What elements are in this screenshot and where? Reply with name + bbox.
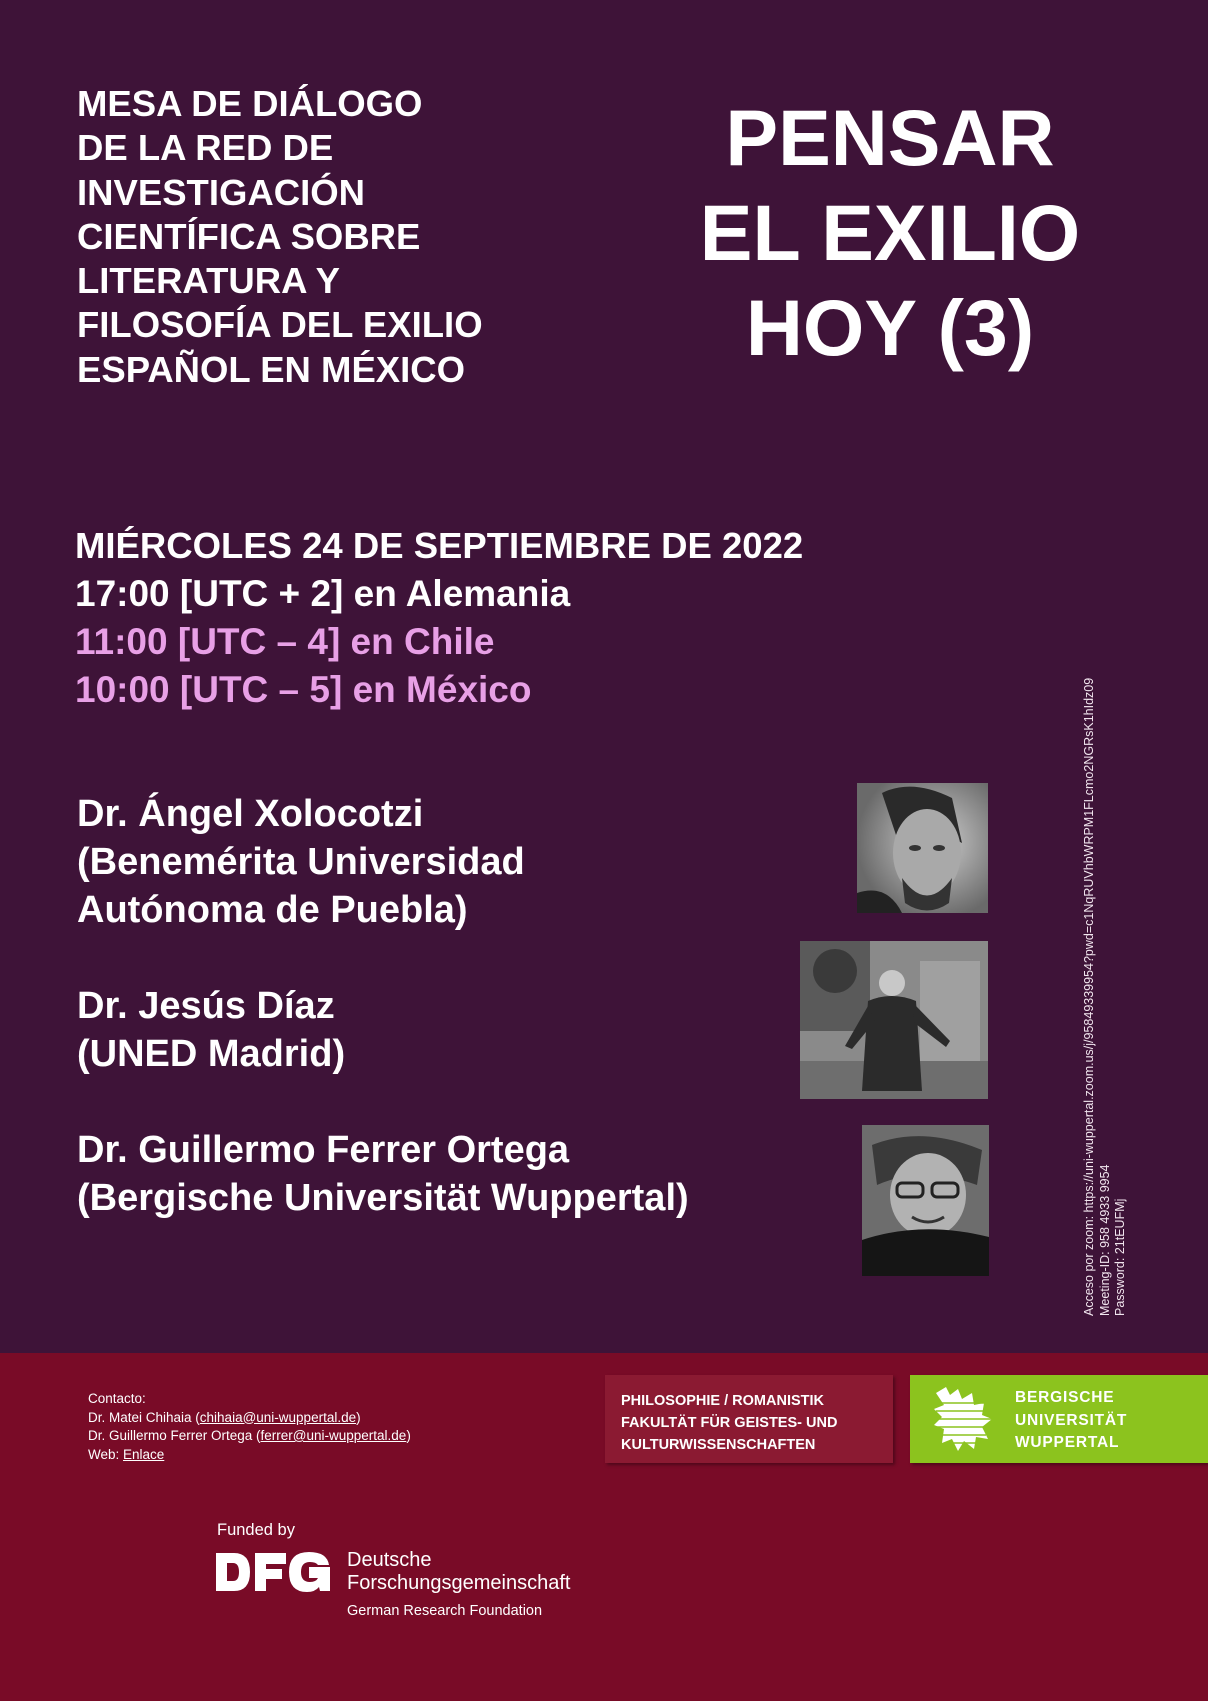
subtitle-line: ESPAÑOL EN MÉXICO	[77, 348, 466, 390]
dfg-english-name: German Research Foundation	[347, 1603, 543, 1619]
dfg-name-line: Deutsche	[347, 1549, 432, 1571]
subtitle-line: DE LA RED DE	[77, 127, 334, 169]
contact-person-2: Dr. Guillermo Ferrer Ortega (ferrer@uni-wuppertal.de)	[88, 1428, 411, 1443]
time-chile: 11:00 [UTC – 4] en Chile	[75, 621, 495, 662]
portrait-image	[862, 1125, 989, 1276]
speaker-affiliation: Autónoma de Puebla)	[77, 889, 468, 931]
university-line: WUPPERTAL	[1015, 1434, 1120, 1451]
portrait-image	[800, 941, 988, 1099]
faculty-label	[605, 1375, 893, 1463]
email-link-chihaia[interactable]: chihaia@uni-wuppertal.de	[199, 1409, 357, 1425]
university-line: BERGISCHE	[1015, 1389, 1115, 1406]
time-germany: 17:00 [UTC + 2] en Alemania	[75, 573, 571, 614]
subtitle-line: CIENTÍFICA SOBRE	[77, 215, 421, 257]
title-line: EL EXILIO	[699, 188, 1081, 277]
university-logo-box	[910, 1375, 1208, 1463]
title-line: PENSAR	[725, 93, 1055, 182]
subtitle-line: INVESTIGACIÓN	[77, 171, 365, 213]
speaker-photo-ferrer	[862, 1125, 989, 1276]
subtitle-line: FILOSOFÍA DEL EXILIO	[77, 304, 483, 346]
speaker-photo-diaz	[800, 941, 988, 1099]
lion-crest-icon	[928, 1383, 998, 1455]
speaker-ferrer	[77, 1126, 689, 1222]
faculty-line: PHILOSOPHIE / ROMANISTIK	[621, 1393, 825, 1409]
subtitle-line: MESA DE DIÁLOGO	[77, 83, 423, 124]
dfg-logo-icon	[216, 1551, 331, 1593]
faculty-line: FAKULTÄT FÜR GEISTES- UND	[621, 1415, 838, 1431]
zoom-password: Password: 21tEUFMj	[1113, 1198, 1127, 1316]
title-line: HOY (3)	[745, 283, 1035, 372]
schedule-block	[75, 522, 975, 714]
contact-block	[88, 1390, 411, 1464]
funded-by-label: Funded by	[217, 1521, 295, 1539]
portrait-image	[857, 783, 988, 913]
dfg-name	[347, 1549, 570, 1595]
dfg-name-line: Forschungsgemeinschaft	[347, 1572, 571, 1594]
event-subtitle	[77, 82, 597, 392]
speaker-xolocotzi	[77, 790, 525, 934]
zoom-link[interactable]: Acceso por zoom: https://uni-wuppertal.zoom.us/j/95849339954?pwd=c1NqRUVhbWRPM1FLcmo2NGRsK1hIdz09	[1082, 677, 1096, 1316]
email-link-ferrer[interactable]: ferrer@uni-wuppertal.de	[260, 1428, 407, 1443]
speaker-name: Dr. Jesús Díaz	[77, 985, 335, 1027]
contact-web: Web: Enlace	[88, 1446, 165, 1462]
speaker-affiliation: (Benemérita Universidad	[77, 841, 525, 883]
event-date: MIÉRCOLES 24 DE SEPTIEMBRE DE 2022	[75, 525, 804, 566]
zoom-meeting-id: Meeting-ID: 958 4933 9954	[1097, 1164, 1112, 1316]
speaker-affiliation: (Bergische Universität Wuppertal)	[77, 1177, 689, 1219]
zoom-access-info	[1082, 678, 1129, 1316]
event-title	[660, 90, 1120, 375]
speaker-name: Dr. Guillermo Ferrer Ortega	[77, 1129, 570, 1171]
speaker-name: Dr. Ángel Xolocotzi	[77, 793, 424, 835]
contact-label: Contacto:	[88, 1391, 146, 1406]
university-line: UNIVERSITÄT	[1015, 1411, 1128, 1429]
contact-person-1: Dr. Matei Chihaia (chihaia@uni-wuppertal.de)	[88, 1409, 361, 1425]
time-mexico: 10:00 [UTC – 5] en México	[75, 669, 532, 710]
faculty-line: KULTURWISSENSCHAFTEN	[621, 1437, 816, 1453]
speaker-diaz	[77, 982, 345, 1078]
subtitle-line: LITERATURA Y	[77, 260, 340, 302]
speaker-affiliation: (UNED Madrid)	[77, 1033, 346, 1075]
speaker-photo-xolocotzi	[857, 783, 988, 913]
web-link[interactable]: Enlace	[123, 1446, 165, 1462]
